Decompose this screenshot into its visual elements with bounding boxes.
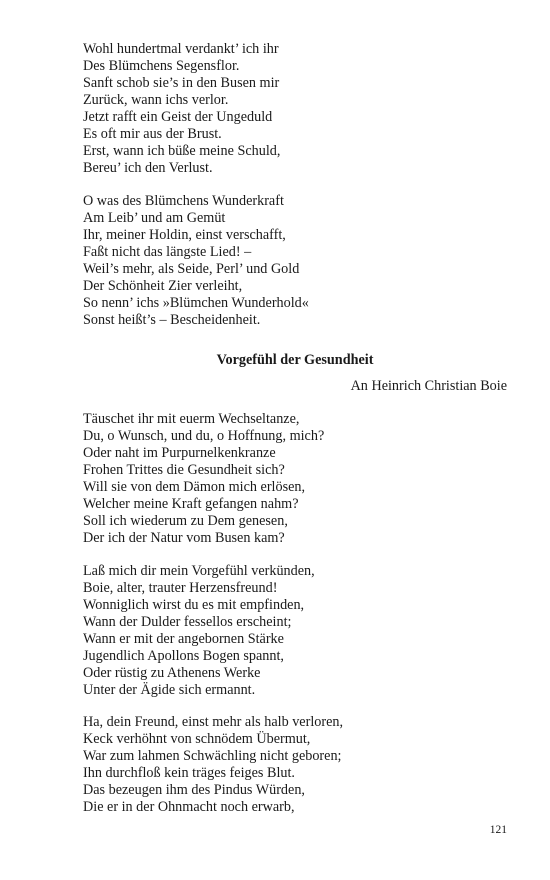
verse-line: Boie, alter, trauter Herzensfreund! — [83, 580, 278, 596]
verse-line: Der Schönheit Zier verleiht, — [83, 278, 243, 294]
verse-line: Zurück, wann ichs verlor. — [83, 92, 229, 108]
verse-line: Jugendlich Apollons Bogen spannt, — [83, 648, 284, 664]
poem-stanza-2 — [83, 563, 315, 699]
verse-line: Faßt nicht das längste Lied! – — [83, 244, 252, 260]
verse-line: Wann der Dulder fessellos erscheint; — [83, 614, 292, 630]
verse-line: War zum lahmen Schwächling nicht geboren; — [83, 748, 342, 764]
verse-line: Ihn durchfloß kein träges feiges Blut. — [83, 765, 295, 781]
verse-line: Wonniglich wirst du es mit empfinden, — [83, 597, 305, 613]
verse-line: Bereu’ ich den Verlust. — [83, 160, 213, 176]
stanza-2 — [83, 193, 309, 329]
verse-line: Du, o Wunsch, und du, o Hoffnung, mich? — [83, 428, 325, 444]
poem-stanza-3 — [83, 714, 343, 816]
verse-line: Es oft mir aus der Brust. — [83, 126, 222, 142]
verse-line: Unter der Ägide sich ermannt. — [83, 682, 256, 698]
verse-line: Ha, dein Freund, einst mehr als halb verloren, — [83, 714, 344, 730]
verse-line: Will sie von dem Dämon mich erlösen, — [83, 479, 306, 495]
verse-line: Wann er mit der angebornen Stärke — [83, 631, 284, 647]
verse-line: Frohen Trittes die Gesundheit sich? — [83, 462, 285, 478]
verse-line: Des Blümchens Segensflor. — [83, 58, 240, 74]
verse-line: Ihr, meiner Holdin, einst verschafft, — [83, 227, 286, 243]
poem-stanza-1 — [83, 411, 324, 547]
verse-line: Sanft schob sie’s in den Busen mir — [83, 75, 280, 91]
verse-line: O was des Blümchens Wunderkraft — [83, 193, 284, 209]
verse-line: Erst, wann ich büße meine Schuld, — [83, 143, 281, 159]
poem-dedication: An Heinrich Christian Boie — [350, 378, 507, 394]
verse-line: Welcher meine Kraft gefangen nahm? — [83, 496, 299, 512]
verse-line: Keck verhöhnt von schnödem Übermut, — [83, 731, 311, 747]
verse-line: Der ich der Natur vom Busen kam? — [83, 530, 285, 546]
verse-line: Sonst heißt’s – Bescheidenheit. — [83, 312, 261, 328]
stanza-1 — [83, 41, 280, 177]
verse-line: Wohl hundertmal verdankt’ ich ihr — [83, 41, 279, 57]
verse-line: Soll ich wiederum zu Dem genesen, — [83, 513, 288, 529]
verse-line: Das bezeugen ihm des Pindus Würden, — [83, 782, 305, 798]
verse-line: So nenn’ ichs »Blümchen Wunderhold« — [83, 295, 309, 311]
verse-line: Oder naht im Purpurnelkenkranze — [83, 445, 276, 461]
verse-line: Oder rüstig zu Athenens Werke — [83, 665, 261, 681]
verse-line: Die er in der Ohnmacht noch erwarb, — [83, 799, 295, 815]
page-number: 121 — [489, 824, 507, 836]
verse-line: Täuschet ihr mit euerm Wechseltanze, — [83, 411, 300, 427]
verse-line: Weil’s mehr, als Seide, Perl’ und Gold — [83, 261, 300, 277]
poem-title: Vorgefühl der Gesundheit — [216, 352, 374, 368]
verse-line: Laß mich dir mein Vorgefühl verkünden, — [83, 563, 315, 579]
verse-line: Am Leib’ und am Gemüt — [83, 210, 226, 226]
verse-line: Jetzt rafft ein Geist der Ungeduld — [83, 109, 273, 125]
